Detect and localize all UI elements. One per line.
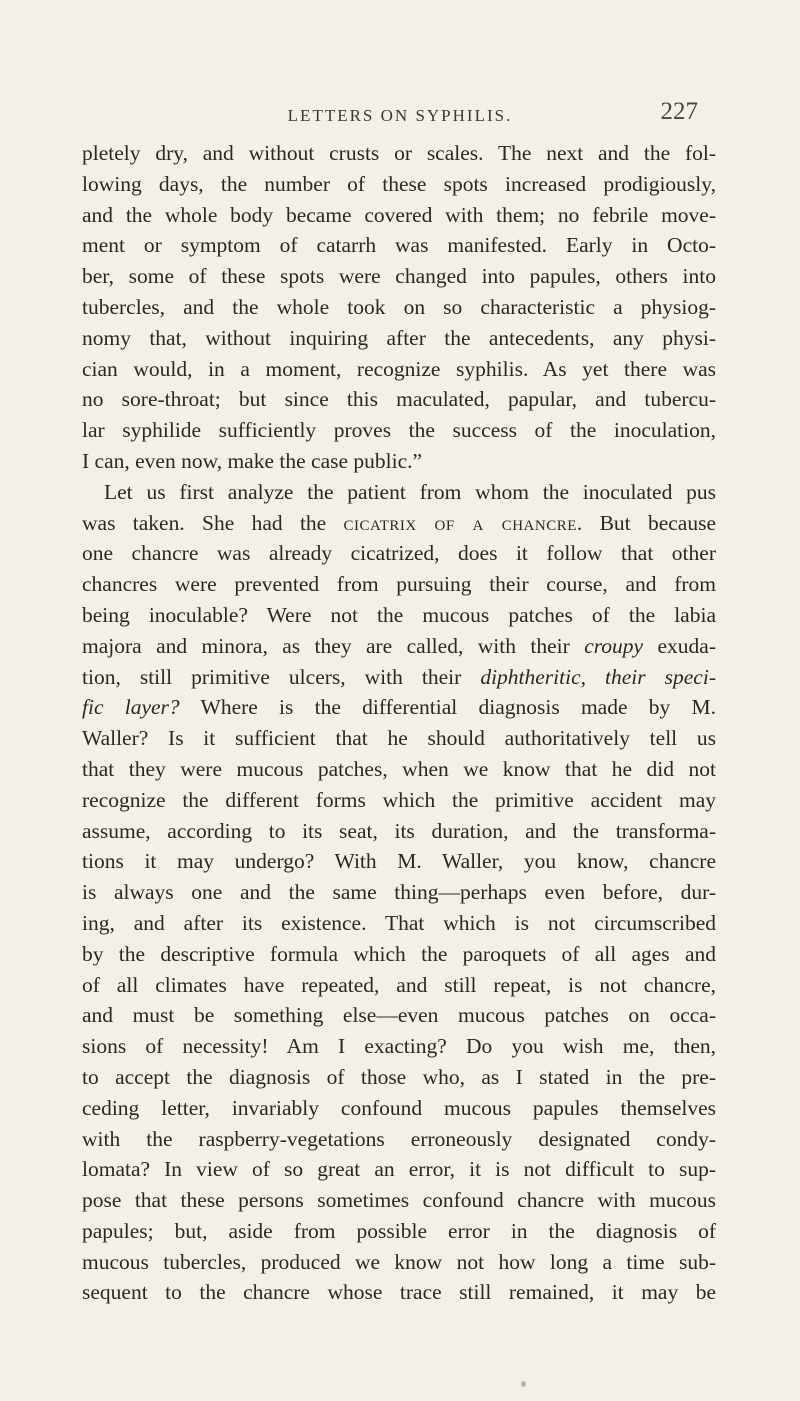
italic-phrase: fic layer? <box>82 695 180 720</box>
text-line: fic layer? Where is the differential diagnosis made by M. <box>82 695 716 720</box>
italic-phrase: their speci- <box>605 664 716 689</box>
ink-speck <box>521 1381 526 1387</box>
text-line: and the whole body became covered with them; no febrile move- <box>82 202 716 227</box>
text-line: ceding letter, invariably confound mucous papules themselves <box>82 1095 716 1120</box>
italic-phrase: croupy <box>584 633 644 658</box>
text-line: sequent to the chancre whose trace still remained, it may be <box>82 1280 716 1305</box>
text-line: with the raspberry-vegetations erroneously designated condy- <box>82 1126 716 1151</box>
text-line: papules; but, aside from possible error in the diagnosis of <box>82 1218 716 1243</box>
italic-phrase: diphtheritic <box>480 664 581 689</box>
text-line: tubercles, and the whole took on so characteristic a physiog- <box>82 294 716 319</box>
text-line: that they were mucous patches, when we know that he did not <box>82 756 716 781</box>
text-line: lowing days, the number of these spots increased prodigiously, <box>82 171 716 196</box>
text-line: was taken. She had the cicatrix of a chancre. But because <box>82 510 716 535</box>
text-line: ber, some of these spots were changed into papules, others into <box>82 264 716 289</box>
text-line: one chancre was already cicatrized, does it follow that other <box>82 541 716 566</box>
text-line: mucous tubercles, produced we know not how long a time sub- <box>82 1249 716 1274</box>
text-line: ing, and after its existence. That which is not circumscribed <box>82 910 716 935</box>
running-title: LETTERS ON SYPHILIS. <box>287 106 513 125</box>
small-caps-phrase: cicatrix of a chancre <box>343 510 577 535</box>
text-line: lar syphilide sufficiently proves the success of the inoculation, <box>82 418 716 443</box>
text-line: by the descriptive formula which the paroquets of all ages and <box>82 941 716 966</box>
text-line: no sore-throat; but since this maculated, papular, and tubercu- <box>82 387 716 412</box>
text-line: nomy that, without inquiring after the antecedents, any physi- <box>82 325 716 350</box>
text-line: pose that these persons sometimes confound chancre with mucous <box>82 1188 716 1213</box>
text-line: recognize the different forms which the primitive accident may <box>82 787 716 812</box>
text-line: being inoculable? Were not the mucous patches of the labia <box>82 602 716 627</box>
text-line: Let us first analyze the patient from whom the inoculated pus <box>104 479 716 504</box>
text-line: to accept the diagnosis of those who, as I stated in the pre- <box>82 1064 716 1089</box>
text-line: lomata? In view of so great an error, it is not difficult to sup- <box>82 1157 716 1182</box>
text-line: and must be something else—even mucous patches on occa- <box>82 1003 716 1028</box>
text-line: sions of necessity! Am I exacting? Do you wish me, then, <box>82 1034 716 1059</box>
running-head <box>0 98 800 128</box>
page-number: 227 <box>660 98 698 125</box>
body-text <box>82 138 716 1308</box>
text-line: cian would, in a moment, recognize syphilis. As yet there was <box>82 356 716 381</box>
text-line: of all climates have repeated, and still repeat, is not chancre, <box>82 972 716 997</box>
text-line: ment or symptom of catarrh was manifested. Early in Octo- <box>82 233 716 258</box>
text-line: Waller? Is it sufficient that he should authoritatively tell us <box>82 726 716 751</box>
text-line: tion, still primitive ulcers, with their diphtheritic, their speci- <box>82 664 716 689</box>
text-line: majora and minora, as they are called, with their croupy exuda- <box>82 633 716 658</box>
text-line: chancres were prevented from pursuing their course, and from <box>82 572 716 597</box>
text-line: I can, even now, make the case public.” <box>82 448 423 473</box>
text-line: assume, according to its seat, its duration, and the transforma- <box>82 818 716 843</box>
text-line: pletely dry, and without crusts or scales. The next and the fol- <box>82 141 716 165</box>
text-line: is always one and the same thing—perhaps even before, dur- <box>82 880 716 905</box>
text-line: tions it may undergo? With M. Waller, you know, chancre <box>82 849 716 874</box>
